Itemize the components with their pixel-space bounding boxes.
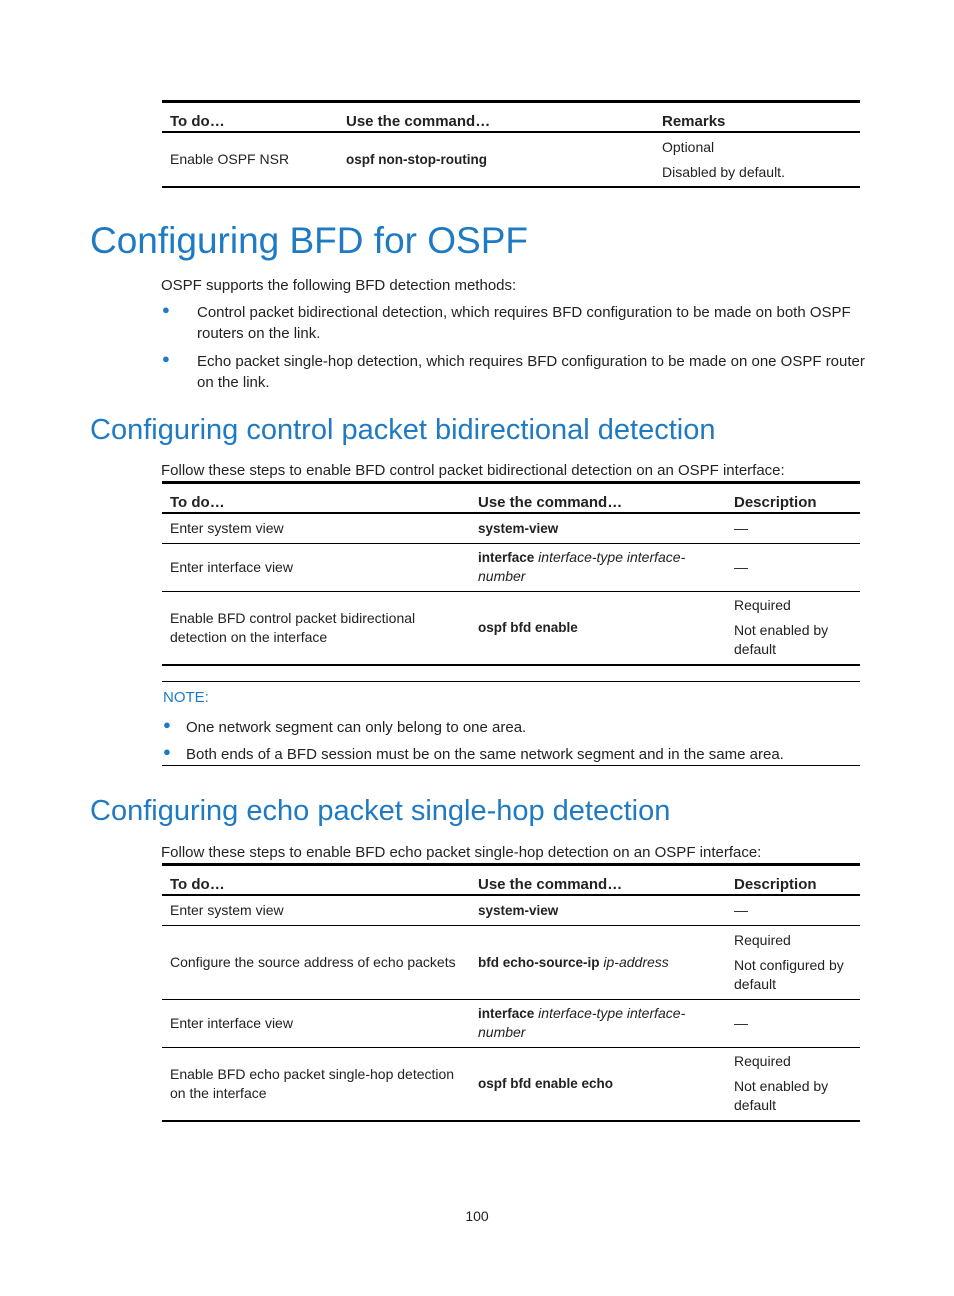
col-header-command: Use the command…	[478, 876, 623, 893]
page-number: 100	[465, 1208, 489, 1224]
cell-todo: Configure the source address of echo packets	[170, 953, 456, 970]
col-header-todo: To do…	[170, 494, 225, 511]
section3-heading: Configuring echo packet single-hop detection	[90, 795, 671, 827]
cell-todo: Enable BFD control packet bidirectional detection on the interface	[170, 609, 416, 645]
section2-intro: Follow these steps to enable BFD control packet bidirectional detection on an OSPF interface:	[161, 462, 785, 479]
col-header-description: Description	[734, 494, 817, 511]
cell-todo: Enter interface view	[170, 558, 293, 575]
cell-command: interface	[478, 550, 535, 565]
section1-bullet-list	[162, 302, 867, 393]
remark-optional: Optional	[662, 138, 715, 155]
cell-description-detail: Not enabled by default	[734, 622, 829, 658]
remark-default: Disabled by default.	[662, 163, 785, 180]
cell-todo: Enter system view	[170, 901, 284, 918]
section2-heading: Configuring control packet bidirectional detection	[90, 414, 716, 446]
cell-command-arg: interface-type interface-number	[478, 549, 686, 584]
cell-description: —	[734, 901, 748, 918]
cell-command: ospf non-stop-routing	[346, 152, 487, 167]
cell-description: Required	[734, 1053, 791, 1070]
cell-description-detail: Not configured by default	[734, 956, 844, 992]
control-packet-table	[162, 481, 860, 666]
note-label: NOTE:	[163, 689, 209, 706]
cell-command: bfd echo-source-ip	[478, 954, 600, 970]
col-header-todo: To do…	[170, 113, 225, 130]
col-header-description: Description	[734, 876, 817, 893]
nsr-table	[162, 100, 860, 188]
bullet-item: Control packet bidirectional detection, which requires BFD configuration to be made on both OSPF routers on the link.	[197, 304, 851, 342]
bullet-icon: ●	[162, 351, 170, 366]
cell-command: system-view	[478, 902, 559, 918]
col-header-command: Use the command…	[346, 113, 491, 130]
note-box	[162, 681, 860, 766]
cell-command-arg: interface-type interface-number	[478, 1005, 686, 1040]
page-title: Configuring BFD for OSPF	[90, 220, 528, 261]
cell-todo: Enable OSPF NSR	[170, 151, 290, 167]
cell-command-arg: ip-address	[603, 953, 669, 970]
cell-command: interface	[478, 1006, 535, 1021]
cell-todo: Enter system view	[170, 519, 284, 536]
cell-command: system-view	[478, 520, 559, 536]
bullet-icon: ●	[163, 717, 171, 732]
cell-description: —	[734, 1014, 748, 1031]
bullet-icon: ●	[163, 744, 171, 759]
cell-description: —	[734, 558, 748, 575]
cell-todo: Enable BFD echo packet single-hop detection on the interface	[170, 1065, 455, 1101]
cell-todo: Enter interface view	[170, 1014, 293, 1031]
cell-description: Required	[734, 931, 791, 948]
section3-intro: Follow these steps to enable BFD echo packet single-hop detection on an OSPF interface:	[161, 844, 762, 861]
echo-packet-table	[162, 863, 860, 1122]
cell-command: ospf bfd enable	[478, 620, 578, 636]
col-header-todo: To do…	[170, 876, 225, 893]
note-item: One network segment can only belong to one area.	[186, 719, 527, 736]
cell-description: Required	[734, 597, 791, 614]
col-header-remarks: Remarks	[662, 113, 726, 130]
cell-description-detail: Not enabled by default	[734, 1078, 829, 1114]
bullet-item: Echo packet single-hop detection, which requires BFD configuration to be made on one OSPF router on the link.	[197, 353, 865, 391]
cell-command: ospf bfd enable echo	[478, 1076, 614, 1092]
col-header-command: Use the command…	[478, 494, 623, 511]
cell-description: —	[734, 519, 748, 536]
note-item: Both ends of a BFD session must be on the same network segment and in the same area.	[186, 746, 784, 763]
bullet-icon: ●	[162, 302, 170, 317]
section1-intro: OSPF supports the following BFD detection methods:	[161, 277, 517, 294]
